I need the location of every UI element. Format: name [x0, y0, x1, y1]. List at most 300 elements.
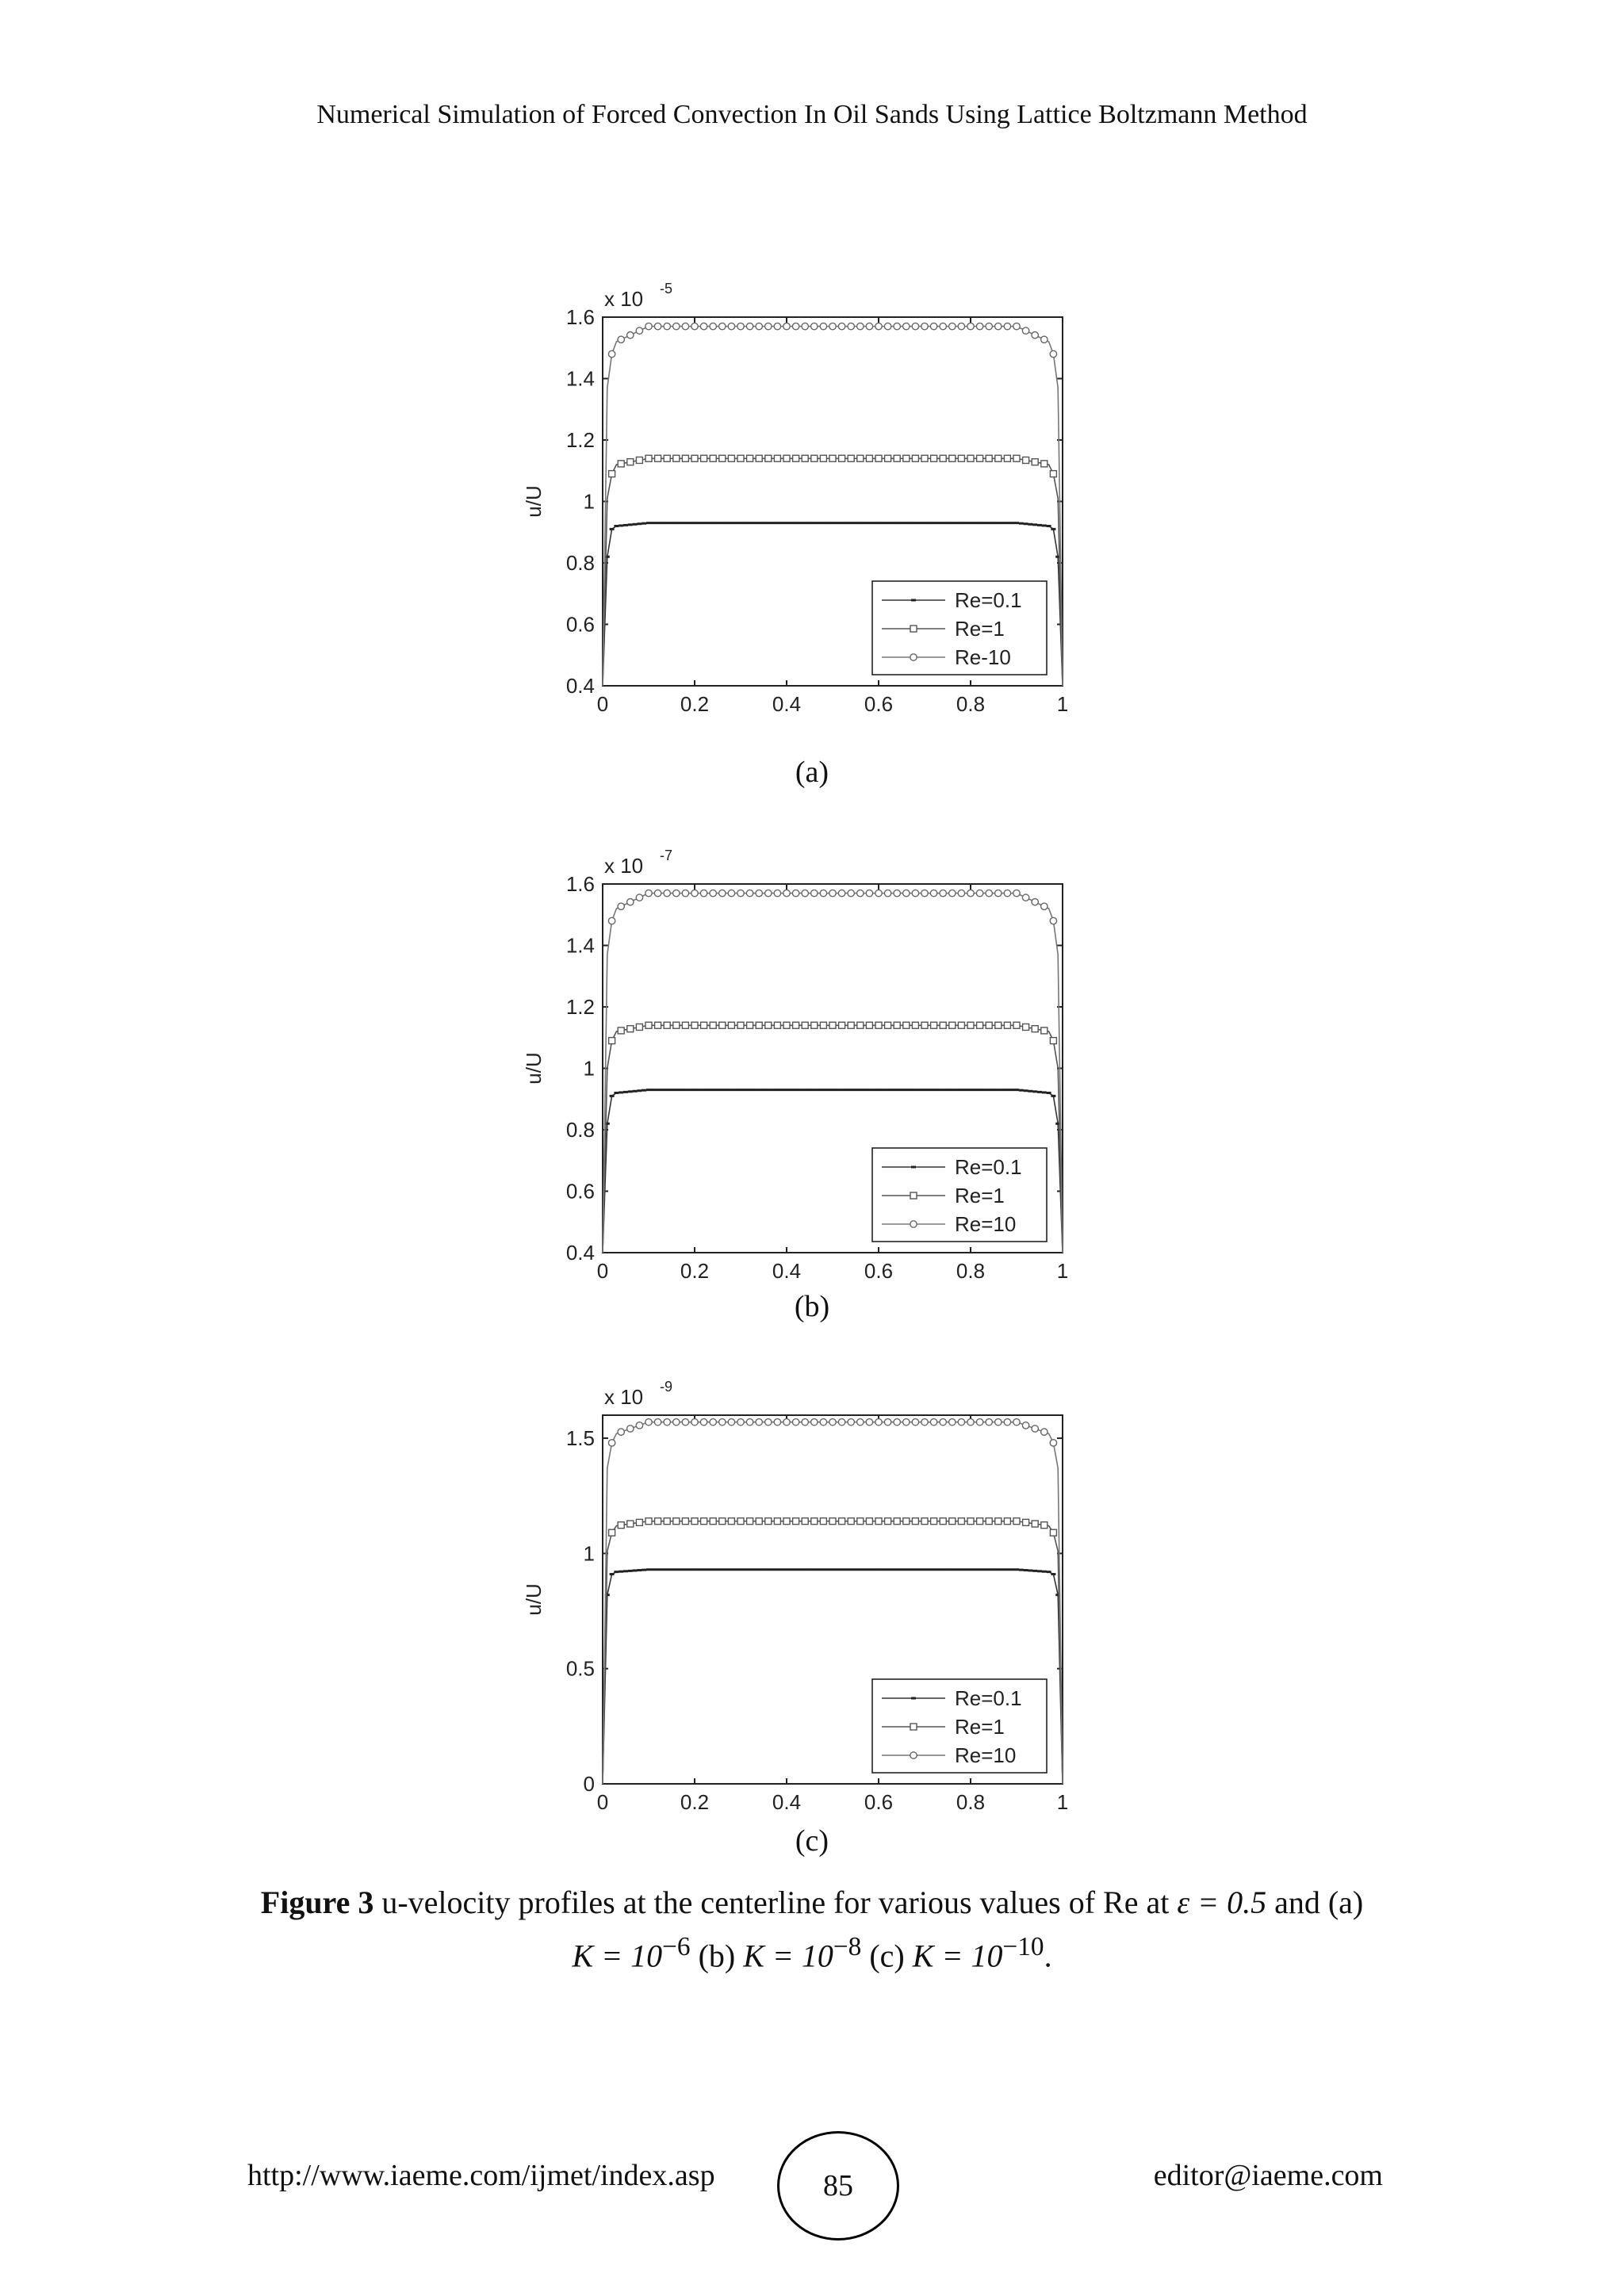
- data-point-circle: [654, 890, 661, 896]
- data-point-square: [967, 1022, 974, 1028]
- data-point-square: [958, 1518, 964, 1525]
- figure-panel-c: [492, 1344, 1094, 1820]
- data-point-square: [636, 457, 642, 463]
- data-point-square: [1023, 1519, 1029, 1525]
- data-point-square: [765, 1022, 772, 1028]
- data-point-circle: [682, 1419, 688, 1425]
- data-point-square: [931, 455, 937, 461]
- data-point-circle: [645, 323, 652, 329]
- data-point-square: [655, 1022, 661, 1028]
- data-point-square: [636, 1519, 642, 1525]
- data-point-square: [931, 1518, 937, 1525]
- data-point-circle: [894, 890, 900, 896]
- legend-label: Re=0.1: [955, 1155, 1022, 1179]
- y-exponent-label: x 10: [604, 1385, 644, 1409]
- figure-panel-b: [492, 813, 1094, 1288]
- data-point-square: [747, 1518, 753, 1525]
- data-point-square: [995, 1022, 1002, 1028]
- data-point-circle: [654, 1419, 661, 1425]
- data-point-square: [1032, 1521, 1038, 1527]
- x-tick-label: 0: [596, 1259, 609, 1283]
- data-point-circle: [976, 323, 982, 329]
- data-point-circle: [627, 898, 634, 905]
- legend-marker-square: [910, 1192, 917, 1199]
- data-point-circle: [820, 323, 826, 329]
- data-point-circle: [820, 1419, 826, 1425]
- legend-label: Re=1: [955, 1184, 1005, 1207]
- data-point-circle: [728, 1419, 734, 1425]
- data-point-square: [636, 1024, 642, 1030]
- x-tick-label: 0.2: [680, 692, 710, 716]
- y-tick-label: 1: [583, 489, 595, 514]
- data-point-square: [903, 1022, 910, 1028]
- data-point-circle: [1022, 894, 1028, 901]
- legend-label: Re=10: [955, 1743, 1017, 1767]
- data-point-square: [609, 1529, 615, 1536]
- data-point-square: [682, 1518, 688, 1525]
- data-point-circle: [967, 323, 974, 329]
- data-point-square: [875, 1022, 882, 1028]
- data-point-square: [1004, 455, 1010, 461]
- x-tick-label: 0: [596, 692, 609, 716]
- data-point-circle: [1041, 336, 1048, 342]
- y-tick-label: 0.4: [565, 674, 595, 698]
- data-point-square: [747, 1022, 753, 1028]
- data-point-square: [986, 455, 992, 461]
- data-point-circle: [792, 1419, 799, 1425]
- data-point-circle: [1050, 1440, 1056, 1446]
- data-point-circle: [673, 890, 680, 896]
- data-point-circle: [664, 1419, 670, 1425]
- data-point-circle: [967, 1419, 974, 1425]
- data-point-square: [701, 1022, 707, 1028]
- data-point-circle: [940, 323, 946, 329]
- caption-k-b: K = 10: [743, 1938, 833, 1974]
- data-point-circle: [728, 323, 734, 329]
- data-point-circle: [700, 323, 707, 329]
- y-tick-label: 1.2: [565, 995, 595, 1019]
- data-point-square: [673, 1022, 680, 1028]
- data-point-circle: [912, 323, 918, 329]
- data-point-square: [719, 1022, 726, 1028]
- data-point-square: [829, 1022, 836, 1028]
- data-point-square: [737, 1518, 744, 1525]
- legend-marker-square: [910, 626, 917, 632]
- x-tick-label: 0.8: [956, 692, 986, 716]
- data-point-circle: [608, 1440, 615, 1446]
- data-point-square: [967, 455, 974, 461]
- data-point-square: [829, 1518, 836, 1525]
- data-point-square: [774, 1518, 780, 1525]
- data-point-circle: [884, 323, 891, 329]
- data-point-circle: [875, 323, 882, 329]
- data-point-circle: [728, 890, 734, 896]
- data-point-circle: [673, 1419, 680, 1425]
- data-point-circle: [618, 1429, 624, 1435]
- data-point-circle: [1013, 323, 1020, 329]
- data-point-square: [645, 455, 652, 461]
- chart-b: [492, 813, 1094, 1288]
- data-point-circle: [986, 323, 992, 329]
- data-point-square: [875, 455, 882, 461]
- data-point-circle: [700, 890, 707, 896]
- data-point-square: [701, 455, 707, 461]
- data-point-circle: [838, 890, 845, 896]
- data-point-square: [774, 1022, 780, 1028]
- data-point-square: [682, 1022, 688, 1028]
- data-point-square: [1023, 457, 1029, 463]
- data-point-square: [756, 1022, 762, 1028]
- data-point-circle: [976, 1419, 982, 1425]
- data-point-circle: [866, 1419, 872, 1425]
- data-point-square: [655, 455, 661, 461]
- data-point-circle: [737, 323, 744, 329]
- x-tick-label: 0.6: [864, 692, 894, 716]
- data-point-circle: [608, 350, 615, 357]
- caption-text-1: u-velocity profiles at the centerline for various values of Re at: [373, 1885, 1178, 1920]
- data-point-square: [894, 1022, 900, 1028]
- data-point-square: [673, 1518, 680, 1525]
- data-point-circle: [848, 890, 854, 896]
- caption-text-b: (b): [690, 1938, 744, 1974]
- data-point-square: [949, 455, 956, 461]
- legend-label: Re=10: [955, 1212, 1017, 1236]
- data-point-square: [664, 455, 670, 461]
- data-point-square: [756, 1518, 762, 1525]
- data-point-circle: [691, 890, 698, 896]
- data-point-square: [701, 1518, 707, 1525]
- data-point-circle: [1050, 350, 1056, 357]
- data-point-circle: [829, 1419, 836, 1425]
- data-point-square: [645, 1022, 652, 1028]
- data-point-circle: [921, 890, 928, 896]
- data-point-circle: [1050, 917, 1056, 924]
- y-tick-label: 0.6: [565, 612, 595, 637]
- data-point-circle: [857, 323, 864, 329]
- x-tick-label: 0.6: [864, 1790, 894, 1814]
- data-point-square: [940, 1022, 946, 1028]
- data-point-square: [1050, 1529, 1056, 1536]
- data-point-square: [958, 455, 964, 461]
- data-point-circle: [719, 890, 726, 896]
- data-point-square: [710, 1518, 716, 1525]
- data-point-circle: [802, 1419, 808, 1425]
- legend-marker-circle: [910, 1221, 917, 1227]
- data-point-circle: [783, 323, 790, 329]
- data-point-circle: [783, 890, 790, 896]
- data-point-circle: [774, 1419, 780, 1425]
- data-point-circle: [912, 890, 918, 896]
- data-point-square: [756, 455, 762, 461]
- y-axis-label: u/U: [522, 1583, 546, 1616]
- footer-url-link[interactable]: http://www.iaeme.com/ijmet/index.asp: [247, 2159, 715, 2192]
- data-point-circle: [930, 323, 936, 329]
- data-point-square: [921, 1022, 928, 1028]
- data-point-circle: [894, 323, 900, 329]
- data-point-circle: [921, 1419, 928, 1425]
- data-point-square: [986, 1518, 992, 1525]
- data-point-circle: [829, 323, 836, 329]
- data-point-square: [737, 1022, 744, 1028]
- data-point-circle: [774, 323, 780, 329]
- data-point-circle: [903, 1419, 910, 1425]
- y-tick-label: 0.4: [565, 1241, 595, 1265]
- x-tick-label: 0.4: [772, 1259, 802, 1283]
- data-point-square: [857, 1518, 864, 1525]
- data-point-circle: [627, 331, 634, 338]
- data-point-circle: [912, 1419, 918, 1425]
- x-tick-label: 1: [1056, 692, 1069, 716]
- data-point-square: [811, 1518, 818, 1525]
- data-point-circle: [691, 1419, 698, 1425]
- data-point-circle: [737, 890, 744, 896]
- data-point-square: [793, 1022, 799, 1028]
- data-point-square: [645, 1518, 652, 1525]
- data-point-square: [940, 1518, 946, 1525]
- data-point-square: [958, 1022, 964, 1028]
- data-point-square: [995, 1518, 1002, 1525]
- data-point-circle: [875, 1419, 882, 1425]
- y-tick-label: 0: [583, 1772, 595, 1796]
- data-point-square: [710, 455, 716, 461]
- data-point-circle: [710, 323, 716, 329]
- data-point-circle: [691, 323, 698, 329]
- data-point-circle: [958, 1419, 964, 1425]
- subfigure-label-c: (c): [795, 1824, 829, 1858]
- legend-marker-circle: [910, 1752, 917, 1758]
- data-point-circle: [949, 1419, 956, 1425]
- data-point-circle: [820, 890, 826, 896]
- data-point-square: [820, 455, 826, 461]
- x-tick-label: 1: [1056, 1790, 1069, 1814]
- data-point-square: [811, 1022, 818, 1028]
- data-point-circle: [1022, 327, 1028, 334]
- data-point-circle: [756, 1419, 762, 1425]
- data-point-circle: [940, 1419, 946, 1425]
- data-point-circle: [1013, 890, 1020, 896]
- data-point-square: [1023, 1024, 1029, 1030]
- data-point-circle: [848, 323, 854, 329]
- data-point-square: [618, 461, 624, 467]
- data-point-square: [1013, 455, 1020, 461]
- data-point-square: [931, 1022, 937, 1028]
- data-point-square: [857, 455, 864, 461]
- data-point-square: [875, 1518, 882, 1525]
- x-tick-label: 0.6: [864, 1259, 894, 1283]
- footer-email-link[interactable]: editor@iaeme.com: [1153, 2159, 1383, 2192]
- data-point-square: [866, 455, 872, 461]
- data-point-circle: [802, 323, 808, 329]
- data-point-circle: [1013, 1419, 1020, 1425]
- figure-panel-a: [492, 246, 1094, 721]
- legend-label: Re=1: [955, 617, 1005, 641]
- y-exponent-label: x 10: [604, 287, 644, 311]
- legend-label: Re=0.1: [955, 588, 1022, 612]
- data-point-square: [1050, 1038, 1056, 1044]
- data-point-square: [719, 1518, 726, 1525]
- caption-text-c: (c): [861, 1938, 913, 1974]
- data-point-circle: [875, 890, 882, 896]
- data-point-circle: [811, 323, 818, 329]
- data-point-square: [802, 455, 808, 461]
- data-point-square: [912, 1518, 918, 1525]
- data-point-square: [866, 1518, 872, 1525]
- data-point-circle: [774, 890, 780, 896]
- data-point-circle: [986, 890, 992, 896]
- data-point-circle: [737, 1419, 744, 1425]
- data-point-square: [783, 1518, 790, 1525]
- data-point-square: [728, 1518, 734, 1525]
- data-point-square: [1041, 1522, 1048, 1529]
- data-point-square: [967, 1518, 974, 1525]
- data-point-square: [1013, 1518, 1020, 1525]
- data-point-circle: [958, 890, 964, 896]
- y-exponent-power: -9: [660, 1379, 673, 1395]
- data-point-square: [664, 1518, 670, 1525]
- data-point-square: [627, 459, 634, 465]
- data-point-square: [1004, 1518, 1010, 1525]
- data-point-circle: [765, 1419, 772, 1425]
- data-point-circle: [1032, 331, 1038, 338]
- data-point-circle: [746, 890, 753, 896]
- data-point-square: [949, 1518, 956, 1525]
- data-point-circle: [958, 323, 964, 329]
- data-point-circle: [627, 1425, 634, 1432]
- data-point-square: [1041, 461, 1048, 467]
- data-point-circle: [811, 890, 818, 896]
- x-tick-label: 0.8: [956, 1790, 986, 1814]
- data-point-square: [977, 1022, 983, 1028]
- data-point-square: [894, 455, 900, 461]
- data-point-square: [1050, 471, 1056, 477]
- data-point-square: [820, 1518, 826, 1525]
- data-point-square: [765, 1518, 772, 1525]
- data-point-circle: [930, 1419, 936, 1425]
- y-tick-label: 1: [583, 1541, 595, 1566]
- data-point-square: [774, 455, 780, 461]
- legend-label: Re=1: [955, 1715, 1005, 1739]
- y-tick-label: 0.6: [565, 1179, 595, 1203]
- data-point-circle: [792, 323, 799, 329]
- data-point-square: [1041, 1027, 1048, 1034]
- data-point-square: [793, 455, 799, 461]
- data-point-circle: [884, 890, 891, 896]
- running-header: Numerical Simulation of Forced Convection In Oil Sands Using Lattice Boltzmann Method: [316, 100, 1308, 129]
- data-point-square: [783, 1022, 790, 1028]
- data-point-circle: [884, 1419, 891, 1425]
- data-point-circle: [838, 1419, 845, 1425]
- legend-label: Re-10: [955, 645, 1011, 669]
- data-point-square: [995, 455, 1002, 461]
- x-tick-label: 0: [596, 1790, 609, 1814]
- data-point-circle: [903, 890, 910, 896]
- data-point-square: [728, 1022, 734, 1028]
- data-point-circle: [682, 890, 688, 896]
- y-tick-label: 0.5: [565, 1656, 595, 1681]
- legend-marker-square: [910, 1724, 917, 1730]
- caption-end: .: [1044, 1938, 1052, 1974]
- data-point-circle: [710, 1419, 716, 1425]
- data-point-circle: [995, 323, 1002, 329]
- data-point-square: [627, 1521, 634, 1527]
- y-tick-label: 1: [583, 1056, 595, 1081]
- subfigure-label-a: (a): [795, 756, 829, 789]
- data-point-square: [682, 455, 688, 461]
- data-point-circle: [1041, 1429, 1048, 1435]
- data-point-circle: [866, 323, 872, 329]
- y-axis-label: u/U: [522, 1052, 546, 1085]
- y-exponent-power: -5: [660, 281, 673, 297]
- data-point-square: [857, 1022, 864, 1028]
- data-point-circle: [940, 890, 946, 896]
- data-point-square: [691, 1022, 698, 1028]
- x-tick-label: 0.2: [680, 1790, 710, 1814]
- data-point-square: [912, 1022, 918, 1028]
- data-point-square: [710, 1022, 716, 1028]
- chart-c: [492, 1344, 1094, 1820]
- data-point-circle: [995, 890, 1002, 896]
- data-point-circle: [1022, 1422, 1028, 1429]
- data-point-square: [848, 1022, 854, 1028]
- y-tick-label: 1.4: [565, 366, 595, 391]
- data-point-square: [793, 1518, 799, 1525]
- data-point-square: [747, 455, 753, 461]
- data-point-square: [728, 455, 734, 461]
- data-point-square: [848, 455, 854, 461]
- data-point-square: [866, 1022, 872, 1028]
- data-point-square: [737, 455, 744, 461]
- data-point-square: [940, 455, 946, 461]
- x-tick-label: 0.8: [956, 1259, 986, 1283]
- data-point-circle: [664, 890, 670, 896]
- data-point-circle: [746, 1419, 753, 1425]
- data-point-circle: [654, 323, 661, 329]
- data-point-square: [921, 1518, 928, 1525]
- data-point-circle: [967, 890, 974, 896]
- data-point-circle: [636, 1422, 642, 1429]
- y-tick-label: 1.6: [565, 305, 595, 329]
- data-point-circle: [930, 890, 936, 896]
- data-point-circle: [608, 917, 615, 924]
- x-tick-label: 0.4: [772, 692, 802, 716]
- data-point-square: [829, 455, 836, 461]
- data-point-circle: [857, 1419, 864, 1425]
- data-point-circle: [636, 327, 642, 334]
- y-exponent-label: x 10: [604, 854, 644, 878]
- data-point-circle: [866, 890, 872, 896]
- caption-k-c: K = 10: [912, 1938, 1003, 1974]
- data-point-square: [903, 455, 910, 461]
- y-tick-label: 1.5: [565, 1426, 595, 1451]
- data-point-square: [609, 471, 615, 477]
- chart-a: [492, 246, 1094, 721]
- data-point-square: [811, 455, 818, 461]
- data-point-circle: [783, 1419, 790, 1425]
- data-point-square: [1032, 459, 1038, 465]
- data-point-circle: [645, 1419, 652, 1425]
- data-point-circle: [1032, 898, 1038, 905]
- caption-figure-label: Figure 3: [260, 1885, 374, 1920]
- data-point-circle: [636, 894, 642, 901]
- data-point-square: [885, 455, 891, 461]
- data-point-square: [986, 1022, 992, 1028]
- data-point-circle: [802, 890, 808, 896]
- data-point-circle: [756, 323, 762, 329]
- data-point-square: [977, 1518, 983, 1525]
- y-axis-label: u/U: [522, 485, 546, 518]
- data-point-circle: [1004, 323, 1010, 329]
- data-point-circle: [1032, 1425, 1038, 1432]
